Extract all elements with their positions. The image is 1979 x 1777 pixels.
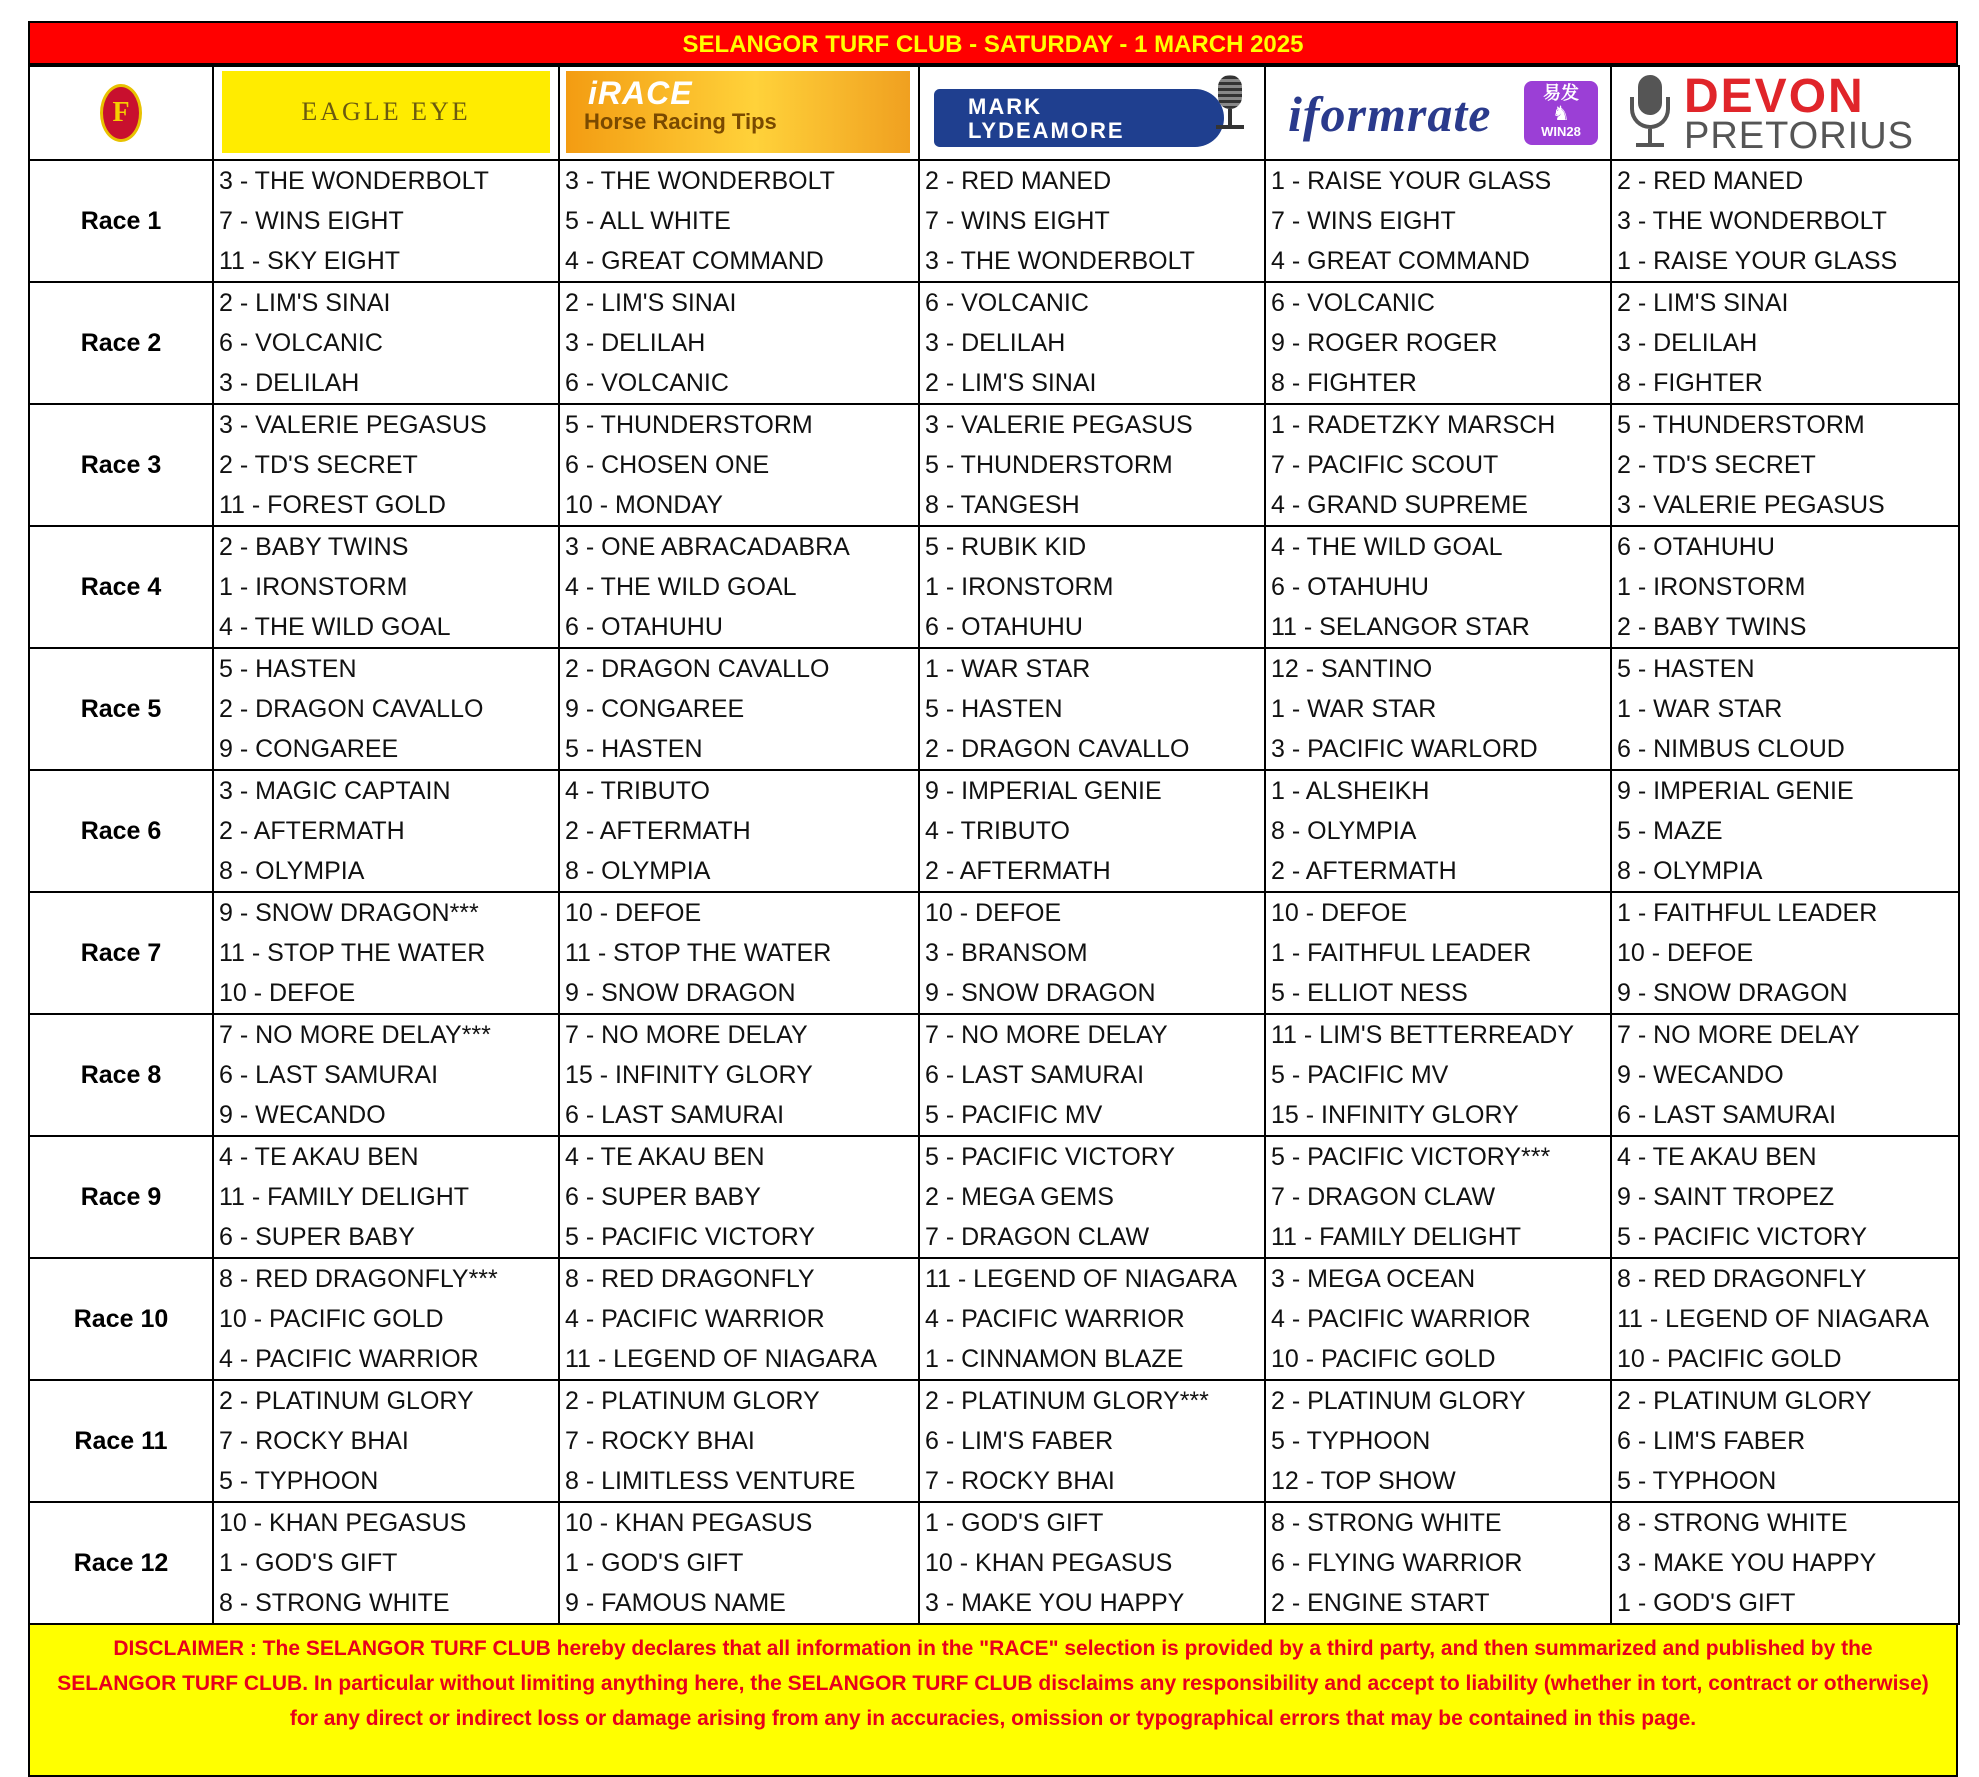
- tipster-picks-cell: [213, 892, 559, 1014]
- horse-pick: 3 - THE WONDERBOLT: [219, 167, 489, 195]
- horse-pick: 2 - LIM'S SINAI: [565, 289, 737, 317]
- horse-pick: 7 - NO MORE DELAY: [1617, 1021, 1860, 1049]
- horse-pick: 7 - ROCKY BHAI: [219, 1427, 409, 1455]
- horse-pick: 5 - TYPHOON: [1271, 1427, 1431, 1455]
- horse-pick: 8 - OLYMPIA: [1617, 857, 1763, 885]
- tipster-picks-cell: [559, 1136, 919, 1258]
- horse-pick: 6 - OTAHUHU: [565, 613, 723, 641]
- tipster-mark-lydeamore: [919, 66, 1265, 160]
- horse-pick: 4 - PACIFIC WARRIOR: [1271, 1305, 1531, 1333]
- tipster-picks-cell: [1265, 526, 1611, 648]
- race-label: Race 9: [29, 1136, 213, 1258]
- horse-pick: 1 - GOD'S GIFT: [1617, 1589, 1796, 1617]
- horse-pick: 1 - FAITHFUL LEADER: [1617, 899, 1878, 927]
- race-label: Race 6: [29, 770, 213, 892]
- horse-pick: 3 - THE WONDERBOLT: [565, 167, 835, 195]
- horse-pick: 2 - LIM'S SINAI: [1617, 289, 1789, 317]
- tipster-picks-cell: [919, 1258, 1265, 1380]
- horse-pick: 11 - STOP THE WATER: [219, 939, 486, 967]
- horse-pick: 3 - BRANSOM: [925, 939, 1088, 967]
- disclaimer: DISCLAIMER : The SELANGOR TURF CLUB hereby declares that all information in the "RACE" selection is provided by a third party, and then summarized and published by the SELANGOR TURF CLUB. In particular without limiting anything here, the SELANGOR TURF CLUB disclaims any responsibility and accept to liability (whether in tort, contract or otherwise) for any direct or indirect loss or damage arising from any in accuracies, omission or typographical errors that may be contained in this page.: [28, 1625, 1958, 1777]
- horse-pick: 2 - AFTERMATH: [1271, 857, 1457, 885]
- tips-table: [28, 65, 1960, 1625]
- horse-pick: 4 - THE WILD GOAL: [565, 573, 797, 601]
- horse-pick: 3 - DELILAH: [1617, 329, 1758, 357]
- horse-pick: 8 - STRONG WHITE: [1617, 1509, 1848, 1537]
- horse-pick: 10 - PACIFIC GOLD: [219, 1305, 444, 1333]
- horse-pick: 7 - ROCKY BHAI: [925, 1467, 1115, 1495]
- horse-pick: 2 - PLATINUM GLORY: [565, 1387, 820, 1415]
- tipster-picks-cell: [1265, 404, 1611, 526]
- horse-pick: 8 - FIGHTER: [1617, 369, 1763, 397]
- horse-pick: 1 - GOD'S GIFT: [219, 1549, 398, 1577]
- horse-pick: 11 - LEGEND OF NIAGARA: [925, 1265, 1238, 1293]
- horse-pick: 11 - LEGEND OF NIAGARA: [565, 1345, 878, 1373]
- horse-pick: 6 - FLYING WARRIOR: [1271, 1549, 1523, 1577]
- tipster-irace: [559, 66, 919, 160]
- horse-pick: 4 - TE AKAU BEN: [565, 1143, 765, 1171]
- page-title: SELANGOR TURF CLUB - SATURDAY - 1 MARCH 2025: [28, 21, 1958, 65]
- race-row: [29, 526, 1959, 648]
- horse-pick: 1 - GOD'S GIFT: [565, 1549, 744, 1577]
- horse-pick: 9 - CONGAREE: [565, 695, 745, 723]
- race-label: Race 3: [29, 404, 213, 526]
- horse-pick: 5 - PACIFIC VICTORY: [1617, 1223, 1868, 1251]
- horse-pick: 5 - THUNDERSTORM: [1617, 411, 1865, 439]
- horse-pick: 4 - TE AKAU BEN: [219, 1143, 419, 1171]
- tipster-header-row: [29, 66, 1959, 160]
- eagle-eye-logo: EAGLE EYE: [301, 97, 471, 126]
- tipster-picks-cell: [1611, 1136, 1959, 1258]
- race-row: [29, 282, 1959, 404]
- tipster-picks-cell: [1611, 160, 1959, 282]
- tipster-picks-cell: [1611, 526, 1959, 648]
- horse-pick: 2 - BABY TWINS: [219, 533, 409, 561]
- tipster-picks-cell: [559, 1380, 919, 1502]
- tipster-picks-cell: [213, 1136, 559, 1258]
- club-logo-cell: [29, 66, 213, 160]
- horse-pick: 7 - NO MORE DELAY***: [219, 1021, 491, 1049]
- tips-sheet: [28, 21, 1958, 1777]
- tipster-picks-cell: [919, 892, 1265, 1014]
- horse-pick: 11 - FAMILY DELIGHT: [1271, 1223, 1522, 1251]
- horse-pick: 2 - AFTERMATH: [925, 857, 1111, 885]
- tipster-picks-cell: [559, 404, 919, 526]
- horse-pick: 5 - PACIFIC VICTORY: [925, 1143, 1176, 1171]
- horse-pick: 5 - PACIFIC MV: [925, 1101, 1103, 1129]
- tipster-picks-cell: [1265, 892, 1611, 1014]
- horse-pick: 7 - PACIFIC SCOUT: [1271, 451, 1499, 479]
- horse-pick: 2 - AFTERMATH: [219, 817, 405, 845]
- horse-pick: 10 - DEFOE: [219, 979, 356, 1007]
- horse-pick: 3 - DELILAH: [925, 329, 1066, 357]
- horse-pick: 3 - MEGA OCEAN: [1271, 1265, 1476, 1293]
- horse-pick: 2 - RED MANED: [1617, 167, 1804, 195]
- mark-lydeamore-logo: MARK LYDEAMORE: [934, 89, 1224, 147]
- race-row: [29, 648, 1959, 770]
- horse-pick: 3 - MAGIC CAPTAIN: [219, 777, 451, 805]
- horse-pick: 1 - IRONSTORM: [925, 573, 1114, 601]
- horse-pick: 11 - FAMILY DELIGHT: [219, 1183, 470, 1211]
- horse-pick: 8 - OLYMPIA: [219, 857, 365, 885]
- horse-pick: 7 - NO MORE DELAY: [565, 1021, 808, 1049]
- horse-pick: 5 - TYPHOON: [219, 1467, 379, 1495]
- tipster-picks-cell: [919, 1502, 1265, 1624]
- horse-pick: 8 - STRONG WHITE: [1271, 1509, 1502, 1537]
- horse-pick: 5 - HASTEN: [1617, 655, 1755, 683]
- horse-pick: 6 - OTAHUHU: [1617, 533, 1775, 561]
- horse-pick: 2 - PLATINUM GLORY: [1617, 1387, 1872, 1415]
- tipster-picks-cell: [1265, 1014, 1611, 1136]
- horse-pick: 7 - NO MORE DELAY: [925, 1021, 1168, 1049]
- horse-pick: 7 - DRAGON CLAW: [1271, 1183, 1496, 1211]
- horse-pick: 1 - IRONSTORM: [219, 573, 408, 601]
- horse-pick: 1 - CINNAMON BLAZE: [925, 1345, 1184, 1373]
- horse-pick: 10 - KHAN PEGASUS: [219, 1509, 467, 1537]
- tipster-picks-cell: [1611, 1502, 1959, 1624]
- horse-pick: 1 - ALSHEIKH: [1271, 777, 1430, 805]
- horse-pick: 2 - AFTERMATH: [565, 817, 751, 845]
- horse-pick: 6 - VOLCANIC: [565, 369, 729, 397]
- horse-pick: 12 - SANTINO: [1271, 655, 1433, 683]
- horse-pick: 5 - ALL WHITE: [565, 207, 731, 235]
- horse-pick: 15 - INFINITY GLORY: [565, 1061, 813, 1089]
- horse-pick: 3 - THE WONDERBOLT: [1617, 207, 1887, 235]
- horse-pick: 6 - OTAHUHU: [1271, 573, 1429, 601]
- horse-pick: 7 - WINS EIGHT: [1271, 207, 1456, 235]
- horse-pick: 9 - WECANDO: [1617, 1061, 1784, 1089]
- devon-logo-line1: DEVON: [1684, 70, 1865, 123]
- horse-pick: 6 - LIM'S FABER: [925, 1427, 1114, 1455]
- horse-pick: 11 - SKY EIGHT: [219, 247, 401, 275]
- devon-logo-line2: PRETORIUS: [1684, 115, 1915, 157]
- horse-pick: 2 - DRAGON CAVALLO: [925, 735, 1190, 763]
- tipster-picks-cell: [919, 648, 1265, 770]
- tipster-picks-cell: [919, 1380, 1265, 1502]
- tipster-picks-cell: [1611, 1380, 1959, 1502]
- horse-pick: 5 - HASTEN: [565, 735, 703, 763]
- horse-pick: 2 - PLATINUM GLORY: [1271, 1387, 1526, 1415]
- microphone-icon: [1628, 75, 1672, 151]
- horse-pick: 8 - LIMITLESS VENTURE: [565, 1467, 856, 1495]
- horse-pick: 2 - TD'S SECRET: [1617, 451, 1816, 479]
- horse-pick: 10 - DEFOE: [1617, 939, 1754, 967]
- horse-pick: 3 - ONE ABRACADABRA: [565, 533, 850, 561]
- horse-pick: 6 - SUPER BABY: [219, 1223, 415, 1251]
- race-label: Race 5: [29, 648, 213, 770]
- tipster-eagle-eye: [213, 66, 559, 160]
- horse-pick: 5 - TYPHOON: [1617, 1467, 1777, 1495]
- win28-logo: 易发 ♞ WIN28: [1524, 81, 1598, 145]
- tipster-picks-cell: [213, 1502, 559, 1624]
- horse-pick: 9 - SNOW DRAGON: [565, 979, 796, 1007]
- tipster-picks-cell: [213, 1258, 559, 1380]
- race-label: Race 2: [29, 282, 213, 404]
- horse-pick: 6 - LAST SAMURAI: [925, 1061, 1145, 1089]
- horse-pick: 6 - OTAHUHU: [925, 613, 1083, 641]
- tipster-picks-cell: [1611, 282, 1959, 404]
- race-label: Race 11: [29, 1380, 213, 1502]
- horse-pick: 4 - PACIFIC WARRIOR: [925, 1305, 1185, 1333]
- tipster-picks-cell: [1265, 1502, 1611, 1624]
- tipster-picks-cell: [213, 1014, 559, 1136]
- race-row: [29, 1502, 1959, 1624]
- tipster-picks-cell: [213, 404, 559, 526]
- irace-logo: iRACE Horse Racing Tips: [566, 71, 910, 153]
- horse-pick: 1 - GOD'S GIFT: [925, 1509, 1104, 1537]
- tipster-picks-cell: [1265, 1380, 1611, 1502]
- tipster-picks-cell: [1611, 1258, 1959, 1380]
- tipster-picks-cell: [1611, 404, 1959, 526]
- tipster-picks-cell: [213, 770, 559, 892]
- tipster-picks-cell: [1265, 648, 1611, 770]
- horse-pick: 2 - BABY TWINS: [1617, 613, 1807, 641]
- tipster-picks-cell: [919, 1136, 1265, 1258]
- horse-pick: 10 - DEFOE: [1271, 899, 1408, 927]
- horse-pick: 9 - ROGER ROGER: [1271, 329, 1498, 357]
- tipster-picks-cell: [1265, 282, 1611, 404]
- horse-pick: 4 - TE AKAU BEN: [1617, 1143, 1817, 1171]
- horse-pick: 4 - TRIBUTO: [565, 777, 710, 805]
- tipster-picks-cell: [213, 648, 559, 770]
- horse-pick: 11 - SELANGOR STAR: [1271, 613, 1530, 641]
- horse-pick: 10 - PACIFIC GOLD: [1617, 1345, 1842, 1373]
- horse-pick: 4 - THE WILD GOAL: [1271, 533, 1503, 561]
- horse-pick: 10 - PACIFIC GOLD: [1271, 1345, 1496, 1373]
- horse-pick: 7 - DRAGON CLAW: [925, 1223, 1150, 1251]
- horse-pick: 6 - NIMBUS CLOUD: [1617, 735, 1845, 763]
- horse-pick: 3 - DELILAH: [565, 329, 706, 357]
- horse-pick: 9 - IMPERIAL GENIE: [1617, 777, 1854, 805]
- tipster-picks-cell: [213, 526, 559, 648]
- tipster-picks-cell: [919, 404, 1265, 526]
- horse-pick: 6 - LIM'S FABER: [1617, 1427, 1806, 1455]
- tipster-picks-cell: [559, 770, 919, 892]
- horse-pick: 4 - PACIFIC WARRIOR: [565, 1305, 825, 1333]
- horse-pick: 1 - IRONSTORM: [1617, 573, 1806, 601]
- horse-pick: 5 - THUNDERSTORM: [565, 411, 813, 439]
- horse-pick: 5 - THUNDERSTORM: [925, 451, 1173, 479]
- horse-pick: 6 - VOLCANIC: [1271, 289, 1435, 317]
- race-label: Race 10: [29, 1258, 213, 1380]
- club-logo: F: [100, 84, 142, 142]
- tipster-picks-cell: [559, 648, 919, 770]
- horse-pick: 10 - DEFOE: [565, 899, 702, 927]
- horse-pick: 1 - WAR STAR: [925, 655, 1091, 683]
- tipster-picks-cell: [1611, 770, 1959, 892]
- horse-pick: 4 - THE WILD GOAL: [219, 613, 451, 641]
- horse-pick: 11 - FOREST GOLD: [219, 491, 446, 519]
- tipster-picks-cell: [919, 160, 1265, 282]
- horse-pick: 6 - VOLCANIC: [219, 329, 383, 357]
- horse-pick: 10 - KHAN PEGASUS: [565, 1509, 813, 1537]
- race-row: [29, 160, 1959, 282]
- tipster-picks-cell: [919, 526, 1265, 648]
- horse-pick: 6 - LAST SAMURAI: [565, 1101, 785, 1129]
- horse-pick: 10 - DEFOE: [925, 899, 1062, 927]
- horse-pick: 2 - DRAGON CAVALLO: [219, 695, 484, 723]
- horse-pick: 3 - PACIFIC WARLORD: [1271, 735, 1538, 763]
- horse-pick: 9 - FAMOUS NAME: [565, 1589, 786, 1617]
- horse-pick: 9 - CONGAREE: [219, 735, 399, 763]
- tipster-picks-cell: [1611, 648, 1959, 770]
- horse-pick: 2 - PLATINUM GLORY***: [925, 1387, 1209, 1415]
- horse-pick: 9 - WECANDO: [219, 1101, 386, 1129]
- horse-pick: 3 - THE WONDERBOLT: [925, 247, 1195, 275]
- horse-pick: 1 - RAISE YOUR GLASS: [1271, 167, 1552, 195]
- horse-pick: 5 - HASTEN: [219, 655, 357, 683]
- horse-pick: 1 - RADETZKY MARSCH: [1271, 411, 1556, 439]
- horse-pick: 4 - GRAND SUPREME: [1271, 491, 1528, 519]
- horse-pick: 2 - RED MANED: [925, 167, 1112, 195]
- horse-pick: 9 - SNOW DRAGON: [925, 979, 1156, 1007]
- race-row: [29, 404, 1959, 526]
- tipster-devon-pretorius: [1611, 66, 1959, 160]
- horse-pick: 8 - OLYMPIA: [565, 857, 711, 885]
- race-row: [29, 1136, 1959, 1258]
- tipster-picks-cell: [919, 1014, 1265, 1136]
- horse-pick: 3 - MAKE YOU HAPPY: [1617, 1549, 1877, 1577]
- horse-pick: 2 - LIM'S SINAI: [219, 289, 391, 317]
- race-row: [29, 1380, 1959, 1502]
- horse-pick: 6 - CHOSEN ONE: [565, 451, 770, 479]
- horse-pick: 4 - GREAT COMMAND: [1271, 247, 1530, 275]
- race-label: Race 7: [29, 892, 213, 1014]
- horse-pick: 5 - PACIFIC VICTORY: [565, 1223, 816, 1251]
- race-label: Race 12: [29, 1502, 213, 1624]
- horse-pick: 2 - PLATINUM GLORY: [219, 1387, 474, 1415]
- horse-pick: 5 - RUBIK KID: [925, 533, 1087, 561]
- horse-pick: 1 - WAR STAR: [1617, 695, 1783, 723]
- horse-pick: 8 - FIGHTER: [1271, 369, 1417, 397]
- horse-pick: 4 - PACIFIC WARRIOR: [219, 1345, 479, 1373]
- tipster-picks-cell: [559, 892, 919, 1014]
- race-label: Race 1: [29, 160, 213, 282]
- horse-pick: 11 - LEGEND OF NIAGARA: [1617, 1305, 1930, 1333]
- tipster-picks-cell: [1611, 1014, 1959, 1136]
- horse-pick: 8 - RED DRAGONFLY: [1617, 1265, 1867, 1293]
- race-row: [29, 770, 1959, 892]
- horse-pick: 5 - MAZE: [1617, 817, 1723, 845]
- horse-pick: 2 - DRAGON CAVALLO: [565, 655, 830, 683]
- tipster-picks-cell: [1611, 892, 1959, 1014]
- race-row: [29, 1258, 1959, 1380]
- tipster-picks-cell: [559, 1014, 919, 1136]
- horse-pick: 3 - VALERIE PEGASUS: [219, 411, 487, 439]
- tipster-picks-cell: [213, 1380, 559, 1502]
- horse-pick: 2 - MEGA GEMS: [925, 1183, 1114, 1211]
- horse-pick: 6 - SUPER BABY: [565, 1183, 761, 1211]
- horse-pick: 6 - LAST SAMURAI: [219, 1061, 439, 1089]
- horse-pick: 15 - INFINITY GLORY: [1271, 1101, 1519, 1129]
- horse-pick: 6 - LAST SAMURAI: [1617, 1101, 1837, 1129]
- horse-pick: 5 - PACIFIC MV: [1271, 1061, 1449, 1089]
- race-row: [29, 1014, 1959, 1136]
- tipster-picks-cell: [559, 1258, 919, 1380]
- tipster-picks-cell: [559, 160, 919, 282]
- tipster-iformrate: [1265, 66, 1611, 160]
- horse-icon: ♞: [1552, 103, 1570, 125]
- horse-pick: 5 - HASTEN: [925, 695, 1063, 723]
- tipster-picks-cell: [559, 282, 919, 404]
- horse-pick: 10 - KHAN PEGASUS: [925, 1549, 1173, 1577]
- horse-pick: 3 - VALERIE PEGASUS: [1617, 491, 1885, 519]
- horse-pick: 5 - ELLIOT NESS: [1271, 979, 1468, 1007]
- race-label: Race 8: [29, 1014, 213, 1136]
- iformrate-logo: iformrate: [1288, 86, 1492, 142]
- tipster-picks-cell: [1265, 1136, 1611, 1258]
- horse-pick: 1 - RAISE YOUR GLASS: [1617, 247, 1898, 275]
- horse-pick: 9 - IMPERIAL GENIE: [925, 777, 1162, 805]
- horse-pick: 11 - STOP THE WATER: [565, 939, 832, 967]
- horse-pick: 8 - OLYMPIA: [1271, 817, 1417, 845]
- tipster-picks-cell: [1265, 160, 1611, 282]
- horse-pick: 9 - SNOW DRAGON: [1617, 979, 1848, 1007]
- horse-pick: 3 - MAKE YOU HAPPY: [925, 1589, 1185, 1617]
- horse-pick: 1 - WAR STAR: [1271, 695, 1437, 723]
- horse-pick: 8 - RED DRAGONFLY: [565, 1265, 815, 1293]
- horse-pick: 2 - TD'S SECRET: [219, 451, 418, 479]
- horse-pick: 7 - WINS EIGHT: [925, 207, 1110, 235]
- horse-pick: 11 - LIM'S BETTERREADY: [1271, 1021, 1574, 1049]
- horse-pick: 2 - ENGINE START: [1271, 1589, 1490, 1617]
- horse-pick: 8 - TANGESH: [925, 491, 1080, 519]
- horse-pick: 3 - DELILAH: [219, 369, 360, 397]
- horse-pick: 6 - VOLCANIC: [925, 289, 1089, 317]
- race-row: [29, 892, 1959, 1014]
- horse-pick: 4 - GREAT COMMAND: [565, 247, 824, 275]
- horse-pick: 5 - PACIFIC VICTORY***: [1271, 1143, 1551, 1171]
- horse-pick: 7 - ROCKY BHAI: [565, 1427, 755, 1455]
- horse-pick: 12 - TOP SHOW: [1271, 1467, 1456, 1495]
- horse-pick: 1 - FAITHFUL LEADER: [1271, 939, 1532, 967]
- horse-pick: 10 - MONDAY: [565, 491, 723, 519]
- tipster-picks-cell: [1265, 770, 1611, 892]
- microphone-icon: [1212, 75, 1248, 129]
- tipster-picks-cell: [213, 282, 559, 404]
- horse-pick: 9 - SNOW DRAGON***: [219, 899, 479, 927]
- horse-pick: 3 - VALERIE PEGASUS: [925, 411, 1193, 439]
- race-label: Race 4: [29, 526, 213, 648]
- tipster-picks-cell: [213, 160, 559, 282]
- tipster-picks-cell: [1265, 1258, 1611, 1380]
- tipster-picks-cell: [559, 526, 919, 648]
- horse-pick: 9 - SAINT TROPEZ: [1617, 1183, 1835, 1211]
- tipster-picks-cell: [919, 282, 1265, 404]
- tipster-picks-cell: [919, 770, 1265, 892]
- horse-pick: 8 - RED DRAGONFLY***: [219, 1265, 498, 1293]
- horse-pick: 2 - LIM'S SINAI: [925, 369, 1097, 397]
- tipster-picks-cell: [559, 1502, 919, 1624]
- horse-pick: 4 - TRIBUTO: [925, 817, 1070, 845]
- horse-pick: 8 - STRONG WHITE: [219, 1589, 450, 1617]
- horse-pick: 7 - WINS EIGHT: [219, 207, 404, 235]
